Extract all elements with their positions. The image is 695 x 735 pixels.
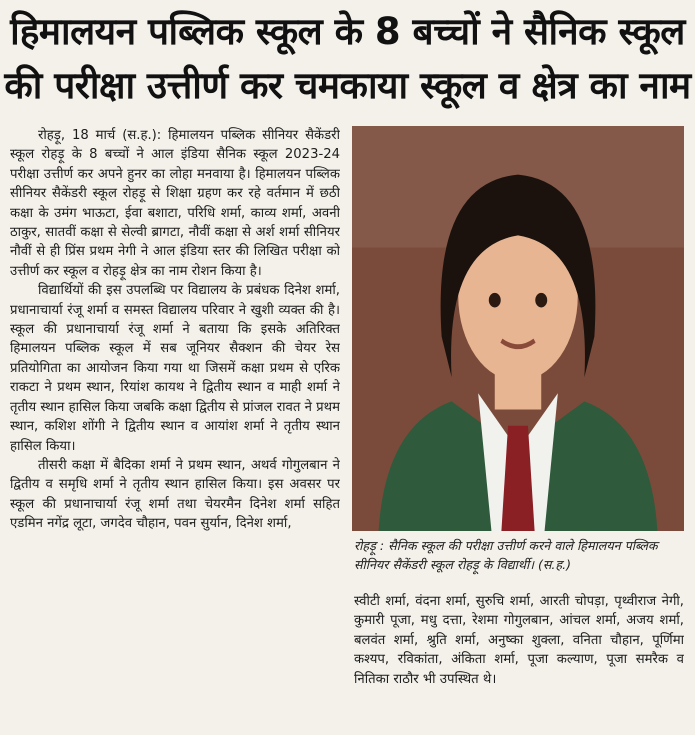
photo-caption: रोहड़ू : सैनिक स्कूल की परीक्षा उत्तीर्ण करने वाले हिमालयन पब्लिक सीनियर सैकेंडरी स्कूल रोहड़ू के विद्यार्थी। (स.ह.) (354, 538, 658, 572)
article-paragraph-3: तीसरी कक्षा में बैदिका शर्मा ने प्रथम स्थान, अथर्व गोगुलबान ने द्वितीय व समृधि शर्मा ने तृतीय स्थान हासिल किया। इस अवसर पर स्कूल की प्रधानाचार्या रंजू शर्मा तथा चेयरमैन दिनेश शर्मा सहित एडमिन नगेंद्र लूटा, जगदेव चौहान, पवन सुर्यान, दिनेश शर्मा, (10, 457, 340, 532)
article-column-right (354, 592, 684, 727)
headline-line-2: की परीक्षा उत्तीर्ण कर चमकाया स्कूल व क्षेत्र का नाम (4, 64, 691, 107)
article-paragraph-1: रोहड़ू, 18 मार्च (स.ह.): हिमालयन पब्लिक सीनियर सैकेंडरी स्कूल रोहड़ू के 8 बच्चों ने आल इंडिया सैनिक स्कूल 2023-24 परीक्षा उत्तीर्ण कर अपने हुनर का लोहा मनवाया है। हिमालयन पब्लिक सीनियर सैकेंडरी स्कूल रोहड़ू से शिक्षा ग्रहण कर रहे वर्तमान में छठी कक्षा के उमंग भाऊटा, ईवा बशाटा, परिधि शर्मा, काव्य शर्मा, अवनी ठाकुर, सातवीं कक्षा से सेल्वी ब्रागटा, नौवीं कक्षा से अर्श शर्मा सीनियर नौवीं से ही प्रिंस प्रथम नेगी ने आल इंडिया स्तर की लिखित परीक्षा को उत्तीर्ण कर स्कूल व रोहड़ू क्षेत्र का नाम रोशन किया है। (10, 128, 340, 279)
headline (0, 0, 695, 120)
student-photo-collage (352, 126, 684, 531)
article-paragraph-2: विद्यार्थियों की इस उपलब्धि पर विद्यालय के प्रबंधक दिनेश शर्मा, प्रधानाचार्या रंजू शर्मा व समस्त विद्यालय परिवार ने खुशी व्यक्त की है। स्कूल की प्रधानाचार्या रंजू शर्मा ने बताया कि इसके अतिरिक्त हिमालयन पब्लिक स्कूल में सब जूनियर सैक्शन की चेयर रेस प्रतियोगिता का आयोजन किया गया था जिसमें कक्षा प्रथम से एरिक राकटा ने प्रथम स्थान, रियांश कायथ ने द्वितीय स्थान व माही शर्मा ने तृतीय स्थान हासिल किया जबकि कक्षा द्वितीय से प्रांजल रावत ने प्रथम स्थान, कशिश शोंगी ने द्वितीय स्थान व आयांश शर्मा ने तृतीय स्थान हासिल किया। (10, 283, 340, 454)
headline-line-1: हिमालयन पब्लिक स्कूल के 8 बच्चों ने सैनिक स्कूल (10, 10, 685, 53)
student-portrait-icon (352, 126, 684, 531)
article-column-left (10, 126, 340, 726)
article-paragraph-4: स्वीटी शर्मा, वंदना शर्मा, सुरुचि शर्मा, आरती चोपड़ा, पृथ्वीराज नेगी, कुमारी पूजा, मधु दत्ता, रेशमा गोगुलबान, आंचल शर्मा, अजय शर्मा, बलवंत शर्मा, श्रुति शर्मा, अनुष्का शुक्ला, वनिता चौहान, पूर्णिमा कश्यप, रविकांता, अंकिता शर्मा, पूजा कल्याण, पूजा समरैक व नितिका राठौर भी उपस्थित थे। (354, 594, 684, 687)
